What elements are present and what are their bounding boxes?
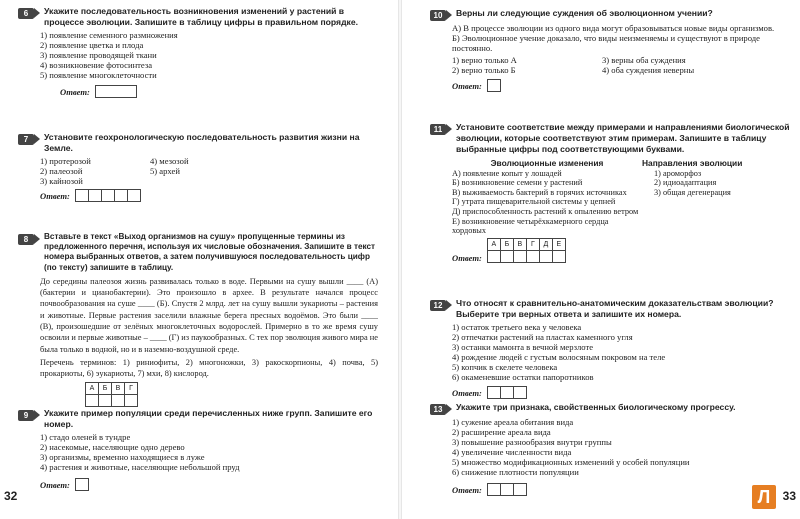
answer-cell[interactable] bbox=[513, 483, 527, 496]
answer-cell[interactable] bbox=[75, 478, 89, 491]
option: 3) повышение разнообразия внутри группы bbox=[452, 437, 612, 447]
task-question: Установите соответствие между примерами и направлениями биологической эволюции, которые соответствуют этим примерам. Запишите в таблицу выбранные цифры под соответствующими буквами. bbox=[456, 122, 790, 154]
answer-cell[interactable] bbox=[88, 189, 102, 202]
task-6 bbox=[0, 6, 398, 98]
letter-cell: Б bbox=[500, 238, 514, 251]
option: 2) появление цветка и плода bbox=[40, 40, 144, 50]
answer-cell[interactable] bbox=[539, 250, 553, 263]
option: 2) отпечатки растений на пластах каменного угля bbox=[452, 332, 633, 342]
answer-table bbox=[86, 382, 398, 407]
option: 2) верно только Б bbox=[452, 65, 516, 75]
task-13 bbox=[402, 402, 800, 496]
answer-label: Ответ: bbox=[40, 479, 70, 490]
answer-cell[interactable] bbox=[487, 250, 501, 263]
task-number: 11 bbox=[430, 124, 446, 135]
option: 1) протерозой bbox=[40, 156, 91, 166]
letter-cell: Г bbox=[526, 238, 540, 251]
column-title: Эволюционные изменения bbox=[490, 158, 604, 168]
option: 6) окаменевшие остатки папоротников bbox=[452, 372, 594, 382]
task-question: Что относят к сравнительно-анатомическим доказательствам эволюции? Выберите три верных ответа и запишите их номера. bbox=[456, 298, 774, 319]
option: 4) мезозой bbox=[150, 156, 189, 166]
statement: Б) Эволюционное учение доказало, что виды неизменяемы и существуют в природе постоянно. bbox=[452, 33, 760, 53]
answer-cell[interactable] bbox=[75, 189, 89, 202]
letter-cell: Е bbox=[552, 238, 566, 251]
answer-label: Ответ: bbox=[452, 80, 482, 91]
option: 1) сужение ареала обитания вида bbox=[452, 417, 574, 427]
example: Б) возникновение семени у растений bbox=[452, 178, 583, 188]
task-question: Укажите пример популяции среди перечисленных ниже групп. Запишите его номер. bbox=[44, 408, 373, 429]
example: А) появление копыт у лошадей bbox=[452, 168, 562, 178]
task-number: 8 bbox=[18, 234, 34, 245]
column-title: Направления эволюции bbox=[642, 158, 743, 168]
publisher-logo: Л bbox=[752, 485, 776, 509]
option: 4) растения и животные, населяющие небольшой пруд bbox=[40, 462, 240, 472]
letter-cell: Г bbox=[124, 382, 138, 395]
answer-cell[interactable] bbox=[101, 189, 115, 202]
letter-cell: Д bbox=[539, 238, 553, 251]
statement: А) В процессе эволюции из одного вида могут образовываться новые виды организмов. bbox=[452, 23, 775, 33]
option: 3) появление проводящей ткани bbox=[40, 50, 157, 60]
option: 2) насекомые, населяющие одно дерево bbox=[40, 442, 185, 452]
option: 5) копчик в скелете человека bbox=[452, 362, 558, 372]
option: 4) оба суждения неверны bbox=[602, 65, 695, 75]
task-10 bbox=[402, 8, 800, 92]
task-11 bbox=[402, 122, 800, 263]
option: 1) стадо оленей в тундре bbox=[40, 432, 131, 442]
option: 6) снижение плотности популяции bbox=[452, 467, 579, 477]
task-number: 12 bbox=[430, 300, 446, 311]
option: 4) увеличение численности вида bbox=[452, 447, 572, 457]
answer-cell[interactable] bbox=[124, 394, 138, 407]
task-9 bbox=[0, 408, 398, 491]
answer-cell[interactable] bbox=[487, 79, 501, 92]
option: 5) архей bbox=[150, 166, 180, 176]
example: Д) приспособленность растений к опылению ветром bbox=[452, 206, 639, 216]
letter-cell: Б bbox=[98, 382, 112, 395]
task-number: 7 bbox=[18, 134, 34, 145]
answer-label: Ответ: bbox=[60, 86, 90, 97]
letter-cell: А bbox=[487, 238, 501, 251]
direction: 1) ароморфоз bbox=[654, 168, 702, 178]
answer-cell[interactable] bbox=[98, 394, 112, 407]
page-number: 33 bbox=[782, 489, 796, 503]
task-number: 13 bbox=[430, 404, 446, 415]
option: 1) остаток третьего века у человека bbox=[452, 322, 582, 332]
answer-label: Ответ: bbox=[452, 252, 482, 263]
answer-cell[interactable] bbox=[552, 250, 566, 263]
task-number: 6 bbox=[18, 8, 34, 19]
page-number: 32 bbox=[4, 489, 18, 503]
task-question: Верны ли следующие суждения об эволюционном учении? bbox=[456, 8, 713, 18]
matching-table bbox=[452, 159, 742, 236]
answer-cell[interactable] bbox=[526, 250, 540, 263]
option: 3) останки мамонта в вечной мерзлоте bbox=[452, 342, 594, 352]
answer-cell[interactable] bbox=[500, 483, 514, 496]
answer-label: Ответ: bbox=[452, 484, 482, 495]
option: 3) кайнозой bbox=[40, 176, 83, 186]
option: 5) появление многоклеточности bbox=[40, 70, 157, 80]
option: 2) палеозой bbox=[40, 166, 83, 176]
letter-cell: В bbox=[111, 382, 125, 395]
right-page bbox=[402, 0, 800, 519]
example: Г) утрата пищеварительной системы у цепней bbox=[452, 197, 616, 207]
letter-cell: А bbox=[85, 382, 99, 395]
option: 2) расширение ареала вида bbox=[452, 427, 551, 437]
answer-cell[interactable] bbox=[487, 483, 501, 496]
fill-in-text: До середины палеозоя жизнь развивалась только в воде. Первыми на сушу вышли ____ (А) (бактерии и цианобактерии). Это произошло в архее. В результате начался процесс почвообразования на суше ____ (Б). Спустя 2 млрд. лет на сушу вышли эукариоты – растения и животные. Первые растения заселили влажные берега пресных водоёмов. Это были ____ (В), произошедшие от зелёных многоклеточных водорослей. Примерно в то же время сушу освоили и первые животные – ____ (Г) из паукообразных. С тех пор эволюция живого мира не была только в водной, но и в наземно-воздушной среде. bbox=[40, 276, 379, 354]
answer-cell[interactable] bbox=[487, 386, 501, 399]
task-number: 9 bbox=[18, 410, 34, 421]
task-7 bbox=[0, 132, 398, 202]
task-question: Установите геохронологическую последовательность развития жизни на Земле. bbox=[44, 132, 360, 153]
left-page bbox=[0, 0, 398, 519]
direction: 3) общая дегенерация bbox=[654, 187, 731, 197]
option: 5) множество модификационных изменений у особей популяции bbox=[452, 457, 690, 467]
answer-cell[interactable] bbox=[114, 189, 128, 202]
answer-cell[interactable] bbox=[127, 189, 141, 202]
option: 4) возникновение фотосинтеза bbox=[40, 60, 153, 70]
answer-table bbox=[488, 238, 566, 263]
example: Е) возникновение четырёхкамерного сердца хордовых bbox=[452, 216, 609, 236]
answer-label: Ответ: bbox=[452, 387, 482, 398]
answer-cell[interactable] bbox=[111, 394, 125, 407]
task-question: Вставьте в текст «Выход организмов на сушу» пропущенные термины из предложенного перечня, используя их числовые обозначения. Запишите в текст номера выбранных ответов, а затем получившуюся последовательность цифр (по тексту) запишите в таблицу. bbox=[44, 232, 376, 272]
option: 3) верны оба суждения bbox=[602, 55, 686, 65]
direction: 2) идиоадаптация bbox=[654, 178, 717, 188]
answer-cell[interactable] bbox=[85, 394, 99, 407]
answer-cell[interactable] bbox=[513, 250, 527, 263]
answer-cell[interactable] bbox=[513, 386, 527, 399]
answer-label: Ответ: bbox=[40, 190, 70, 201]
task-question: Укажите три признака, свойственных биологическому прогрессу. bbox=[456, 402, 736, 412]
answer-cell[interactable] bbox=[500, 386, 514, 399]
task-8 bbox=[0, 232, 398, 407]
option: 4) рождение людей с густым волосяным покровом на теле bbox=[452, 352, 666, 362]
answer-cell[interactable] bbox=[500, 250, 514, 263]
option: 1) появление семенного размножения bbox=[40, 30, 178, 40]
example: В) выживаемость бактерий в горячих источниках bbox=[452, 187, 627, 197]
task-12 bbox=[402, 298, 800, 399]
task-question: Укажите последовательность возникновения изменений у растений в процессе эволюции. Запишите в таблицу цифры в правильном порядке. bbox=[44, 6, 358, 27]
terms-list: Перечень терминов: 1) риниофиты, 2) многоножки, 3) ракоскорпионы, 4) почва, 5) прокариоты, 6) эукариоты, 7) мхи, 8) кислород. bbox=[40, 357, 378, 379]
task-number: 10 bbox=[430, 10, 446, 21]
letter-cell: В bbox=[513, 238, 527, 251]
option: 3) организмы, временно находящиеся в луже bbox=[40, 452, 205, 462]
option: 1) верно только А bbox=[452, 55, 517, 65]
answer-field[interactable] bbox=[95, 85, 137, 98]
